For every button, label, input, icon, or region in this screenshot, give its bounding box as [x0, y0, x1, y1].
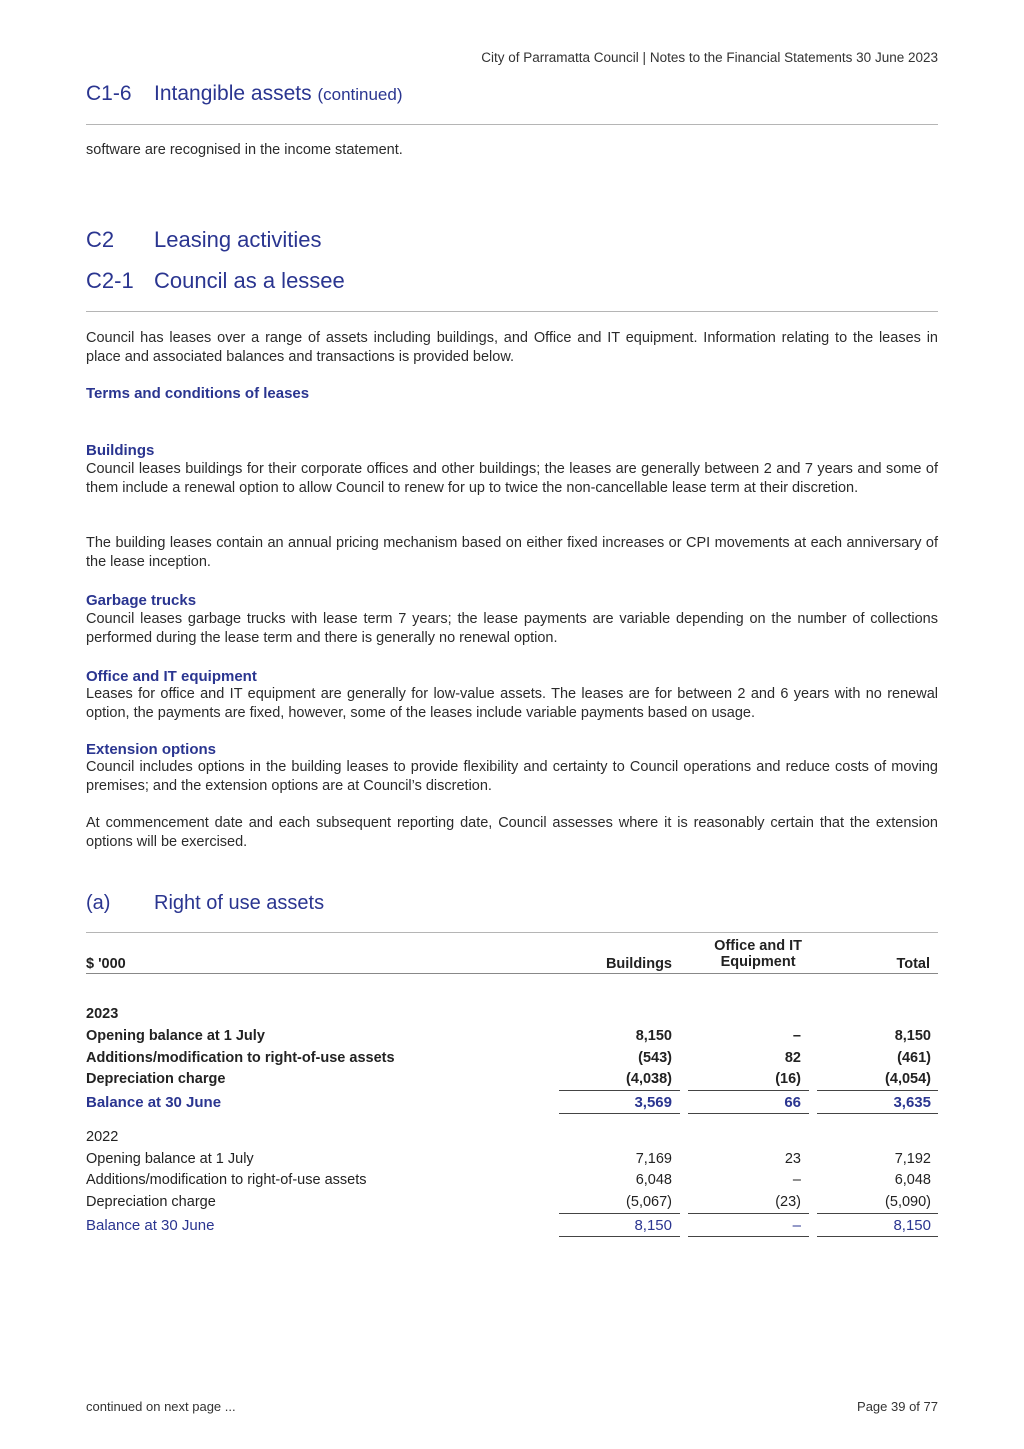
total-rule [688, 1236, 809, 1237]
row-label: Depreciation charge [86, 1071, 226, 1087]
buildings-value: 3,569 [634, 1094, 672, 1111]
total-value: 7,192 [894, 1151, 931, 1167]
divider [86, 932, 938, 933]
year-label-2023: 2023 [86, 1006, 119, 1022]
subtotal-rule [688, 1213, 809, 1214]
total-rule [688, 1113, 809, 1114]
table-row [86, 1028, 938, 1048]
column-header-total: Total [896, 956, 930, 972]
running-header: City of Parramatta Council | Notes to the Financial Statements 30 June 2023 [481, 50, 938, 65]
section-number: C2 [86, 227, 115, 252]
buildings-value: (543) [638, 1050, 672, 1066]
section-title: Right of use assets [154, 892, 325, 914]
section-heading-a [86, 892, 324, 915]
buildings-value: (5,067) [626, 1194, 672, 1210]
total-value: (5,090) [885, 1194, 931, 1210]
table-row [86, 1194, 938, 1214]
subtotal-rule [559, 1213, 680, 1214]
section-heading-c2-1 [86, 268, 345, 294]
year-label-2022: 2022 [86, 1129, 119, 1145]
extension-paragraph-2: At commencement date and each subsequent reporting date, Council assesses where it is reasonably certain that the extension options will be exercised. [86, 815, 938, 850]
office-value: (16) [775, 1071, 801, 1087]
office-value: 23 [784, 1151, 801, 1167]
table-header-rule [86, 973, 938, 974]
subtotal-rule [817, 1213, 938, 1214]
table-row-total [86, 1094, 938, 1114]
section-number: (a) [86, 892, 111, 914]
subtotal-rule [559, 1090, 680, 1091]
subtotal-rule [688, 1090, 809, 1091]
subtotal-rule [817, 1090, 938, 1091]
total-value: 6,048 [894, 1172, 931, 1188]
total-value: 8,150 [894, 1028, 931, 1044]
terms-heading: Terms and conditions of leases [86, 385, 310, 402]
table-row-total [86, 1217, 938, 1237]
total-value: 8,150 [893, 1217, 931, 1234]
buildings-value: 8,150 [634, 1217, 672, 1234]
column-header-buildings: Buildings [605, 956, 672, 972]
total-value: (4,054) [885, 1071, 931, 1087]
row-label: Opening balance at 1 July [86, 1151, 254, 1167]
total-value: (461) [897, 1050, 931, 1066]
buildings-value: 6,048 [635, 1172, 672, 1188]
table-row [86, 1172, 938, 1192]
extension-paragraph-1: Council includes options in the building leases to provide flexibility and certainty to Council operations and reduce costs of moving premises; and the extension options are at Council’s discretion. [86, 759, 938, 794]
extension-heading: Extension options [86, 741, 217, 758]
total-rule [817, 1113, 938, 1114]
buildings-value: 7,169 [635, 1151, 672, 1167]
office-heading: Office and IT equipment [86, 668, 257, 685]
buildings-paragraph-1: Council leases buildings for their corporate offices and other buildings; the leases are generally between 2 and 7 years and some of them include a renewal option to allow Council to renew for up to twice the non-cancellable lease term at their discretion. [86, 461, 938, 496]
buildings-value: 8,150 [635, 1028, 672, 1044]
divider [86, 124, 938, 125]
row-label: Additions/modification to right-of-use assets [86, 1172, 367, 1188]
office-value: 82 [784, 1050, 801, 1066]
row-label: Balance at 30 June [86, 1217, 215, 1234]
office-value: 66 [784, 1094, 801, 1111]
row-label: Additions/modification to right-of-use assets [86, 1050, 395, 1066]
c1-6-text: software are recognised in the income statement. [86, 142, 403, 158]
total-rule [817, 1236, 938, 1237]
table-row [86, 1071, 938, 1091]
section-heading-c2 [86, 227, 322, 253]
section-title: Intangible assets [154, 82, 312, 105]
total-rule [559, 1236, 680, 1237]
office-value: – [792, 1217, 801, 1234]
continued-note: continued on next page ... [86, 1399, 236, 1414]
buildings-paragraph-2: The building leases contain an annual pricing mechanism based on either fixed increases or CPI movements at each anniversary of the lease inception. [86, 535, 938, 570]
office-value: – [792, 1028, 801, 1044]
page-number: Page 39 of 77 [857, 1399, 938, 1414]
section-number: C1-6 [86, 82, 132, 105]
buildings-value: (4,038) [626, 1071, 672, 1087]
row-label: Opening balance at 1 July [86, 1028, 265, 1044]
column-header-office-line1: Office and IT [714, 938, 802, 954]
section-title: Council as a lessee [154, 268, 345, 293]
buildings-heading: Buildings [86, 442, 155, 459]
office-value: (23) [775, 1194, 801, 1210]
section-title: Leasing activities [154, 227, 322, 252]
table-row [86, 1151, 938, 1171]
garbage-heading: Garbage trucks [86, 592, 197, 609]
continued-label: (continued) [317, 85, 403, 104]
column-header-office [714, 938, 802, 970]
section-number: C2-1 [86, 268, 134, 293]
total-value: 3,635 [893, 1094, 931, 1111]
section-heading-c1-6 [86, 82, 403, 106]
table-row [86, 1050, 938, 1070]
garbage-paragraph: Council leases garbage trucks with lease term 7 years; the lease payments are variable depending on the number of collections performed during the lease term and there is generally no renewal option. [86, 611, 938, 646]
office-value: – [792, 1172, 801, 1188]
office-paragraph: Leases for office and IT equipment are generally for low-value assets. The leases are for between 2 and 6 years with no renewal option, the payments are fixed, however, some of the leases include variable payments based on usage. [86, 686, 938, 721]
row-label: Balance at 30 June [86, 1094, 222, 1111]
unit-label: $ '000 [86, 956, 126, 972]
column-header-office-line2: Equipment [720, 954, 796, 970]
divider [86, 311, 938, 312]
intro-paragraph: Council has leases over a range of assets including buildings, and Office and IT equipment. Information relating to the leases in place and associated balances and transactions is provided below. [86, 330, 938, 365]
total-rule [559, 1113, 680, 1114]
row-label: Depreciation charge [86, 1194, 216, 1210]
